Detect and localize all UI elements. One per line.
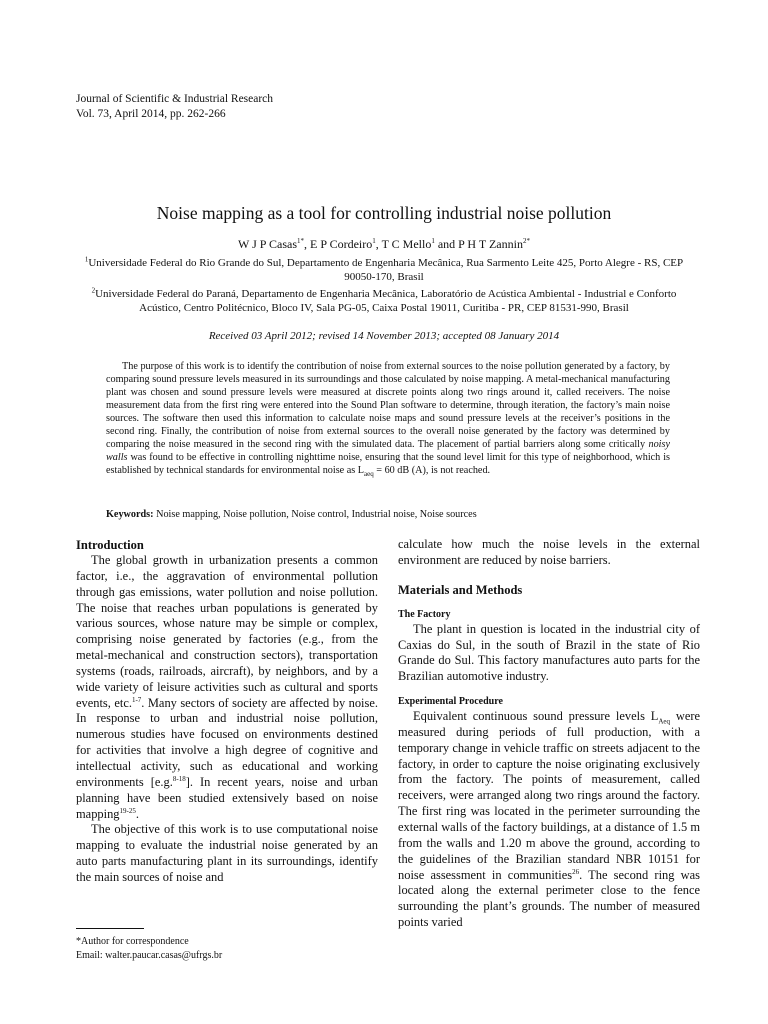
affiliation-1: $^1$Universidade Federal do Rio Grande do Sul, Departamento de Engenharia Mecânica, Rua Sarmento Leite 425, Porto Alegre - RS, CEP 90050-170, Brasil (84, 255, 684, 283)
author-sup: 2* (522, 237, 530, 245)
subsection-heading-factory: The Factory (398, 608, 451, 620)
keywords-text: Noise mapping, Noise pollution, Noise control, Industrial noise, Noise sources (153, 509, 477, 520)
intro-paragraph-1: The global growth in urbanization presents a common factor, i.e., the aggravation of environmental pollution through gas emissions, water pollution and noise pollution. The noise that reaches urban populations is generated by various sources, whose nature may be simple or complex, comprising noise generated by factories (e.g., from the metal-mechanical and construction sectors), transportation systems (roads, railroads, aircraft), by neighbors, and by a wide variety of leisure activities such as cultural and sports events, etc.$^{1-7}$. Many sectors of society are affected by noise. In response to urban and industrial noise pollution, numerous studies have focused on environments destined for activities that involve a high degree of cognitive and intellectual activity, such as educational and working environments [e.g.$^{8-18}$]. In recent years, noise and urban planning have been studied extensively based on noise mapping$^{19-25}$. (76, 553, 378, 821)
intro-paragraph-2: The objective of this work is to use computational noise mapping to evaluate the industrial noise generated by an auto parts manufacturing plant in its surroundings, identify the main sources of noise and (76, 822, 378, 884)
author: E P Cordeiro (310, 237, 373, 251)
footnote-email: Email: walter.paucar.casas@ufrgs.br (76, 950, 223, 961)
author: P H T Zannin (458, 237, 523, 251)
received-dates: Received 03 April 2012; revised 14 November 2013; accepted 08 January 2014 (208, 330, 560, 342)
section-heading-introduction: Introduction (76, 538, 144, 552)
keywords-label: Keywords: (106, 509, 154, 520)
factory-paragraph: The plant in question is located in the industrial city of Caxias do Sul, in the south of Brazil in the state of Rio Grande do Sul. This factory manufactures auto parts for the Brazilian automotive industry. (398, 621, 700, 684)
author: W J P Casas (238, 237, 298, 251)
author-sup: 1 (431, 237, 435, 245)
footnote-rule (76, 928, 144, 929)
author-sup: 1 (372, 237, 376, 245)
journal-volume: Vol. 73, April 2014, pp. 262-266 (76, 108, 226, 120)
keywords (106, 509, 670, 520)
footnote (76, 935, 222, 963)
right-column (398, 537, 700, 931)
author-sup: 1* (297, 237, 305, 245)
abstract: The purpose of this work is to identify the contribution of noise from external sources to the noise pollution generated by a factory, by comparing sound pressure levels measured in its surroundings and those calculated by noise mapping. A metal-mechanical manufacturing plant was chosen and sound pressure levels were measured at discrete points along two rings around it, called receivers. The noise measurement data from the first ring were entered into the Sound Plan software to determine, through iteration, the factory’s main noise sources. The software then used this information to calculate noise maps and sound pressure levels at the receiver’s positions in the second ring. Finally, the contribution of noise from external sources to the overall noise generated by the factory was determined by comparing the noise measured in the second ring with the simulated data. The placement of partial barriers along some critically noisy walls was found to be effective in controlling nighttime noise, ensuring that the sound level limit for this type of neighborhood, which is established by technical standards for environmental noise as $L_{aeq} = 60$ dB (A), is not reached. (106, 361, 670, 479)
footnote-correspondence: *Author for correspondence (76, 936, 189, 947)
left-column (76, 537, 378, 886)
paper-title: Noise mapping as a tool for controlling industrial noise pollution (156, 203, 612, 223)
affiliation-2: $^2$Universidade Federal do Paraná, Departamento de Engenharia Mecânica, Laboratório de Acústica Ambiental - Industrial e Conforto Acústico, Centro Politécnico, Bloco IV, Sala PG-05, Caixa Postal 19011, Curitiba - PR, CEP 81531-990, Brasil (91, 286, 677, 314)
journal-name: Journal of Scientific & Industrial Research (76, 93, 274, 105)
subsection-heading-procedure: Experimental Procedure (398, 696, 503, 708)
procedure-paragraph: Equivalent continuous sound pressure levels $L_{Aeq}$ were measured during periods of full production, with a temporary change in vehicle traffic on streets adjacent to the factory, in order to capture the noise originating exclusively from the factory. The points of measurement, called receivers, were arranged along two rings around the factory. The first ring was located in the perimeter surrounding the external walls of the factory buildings, at a distance of 1.5 m from the walls and 1.20 m above the ground, according to the guidelines of the Brazilian standard NBR 10151 for noise assessment in communities$^{26}$. The second ring was located along the external perimeter close to the fence surrounding the plant’s grounds. The number of measured points varied (398, 709, 701, 930)
intro-paragraph-2-continued: calculate how much the noise levels in the external environment are reduced by noise barriers. (398, 537, 700, 567)
author: T C Mello (381, 237, 432, 251)
section-heading-materials: Materials and Methods (398, 582, 523, 597)
journal-info (76, 92, 273, 122)
author-list: W J P Casas$^{1*}$, E P Cordeiro$^1$, T C Mello$^1$ and P H T Zannin$^{2*}$ (238, 237, 530, 251)
